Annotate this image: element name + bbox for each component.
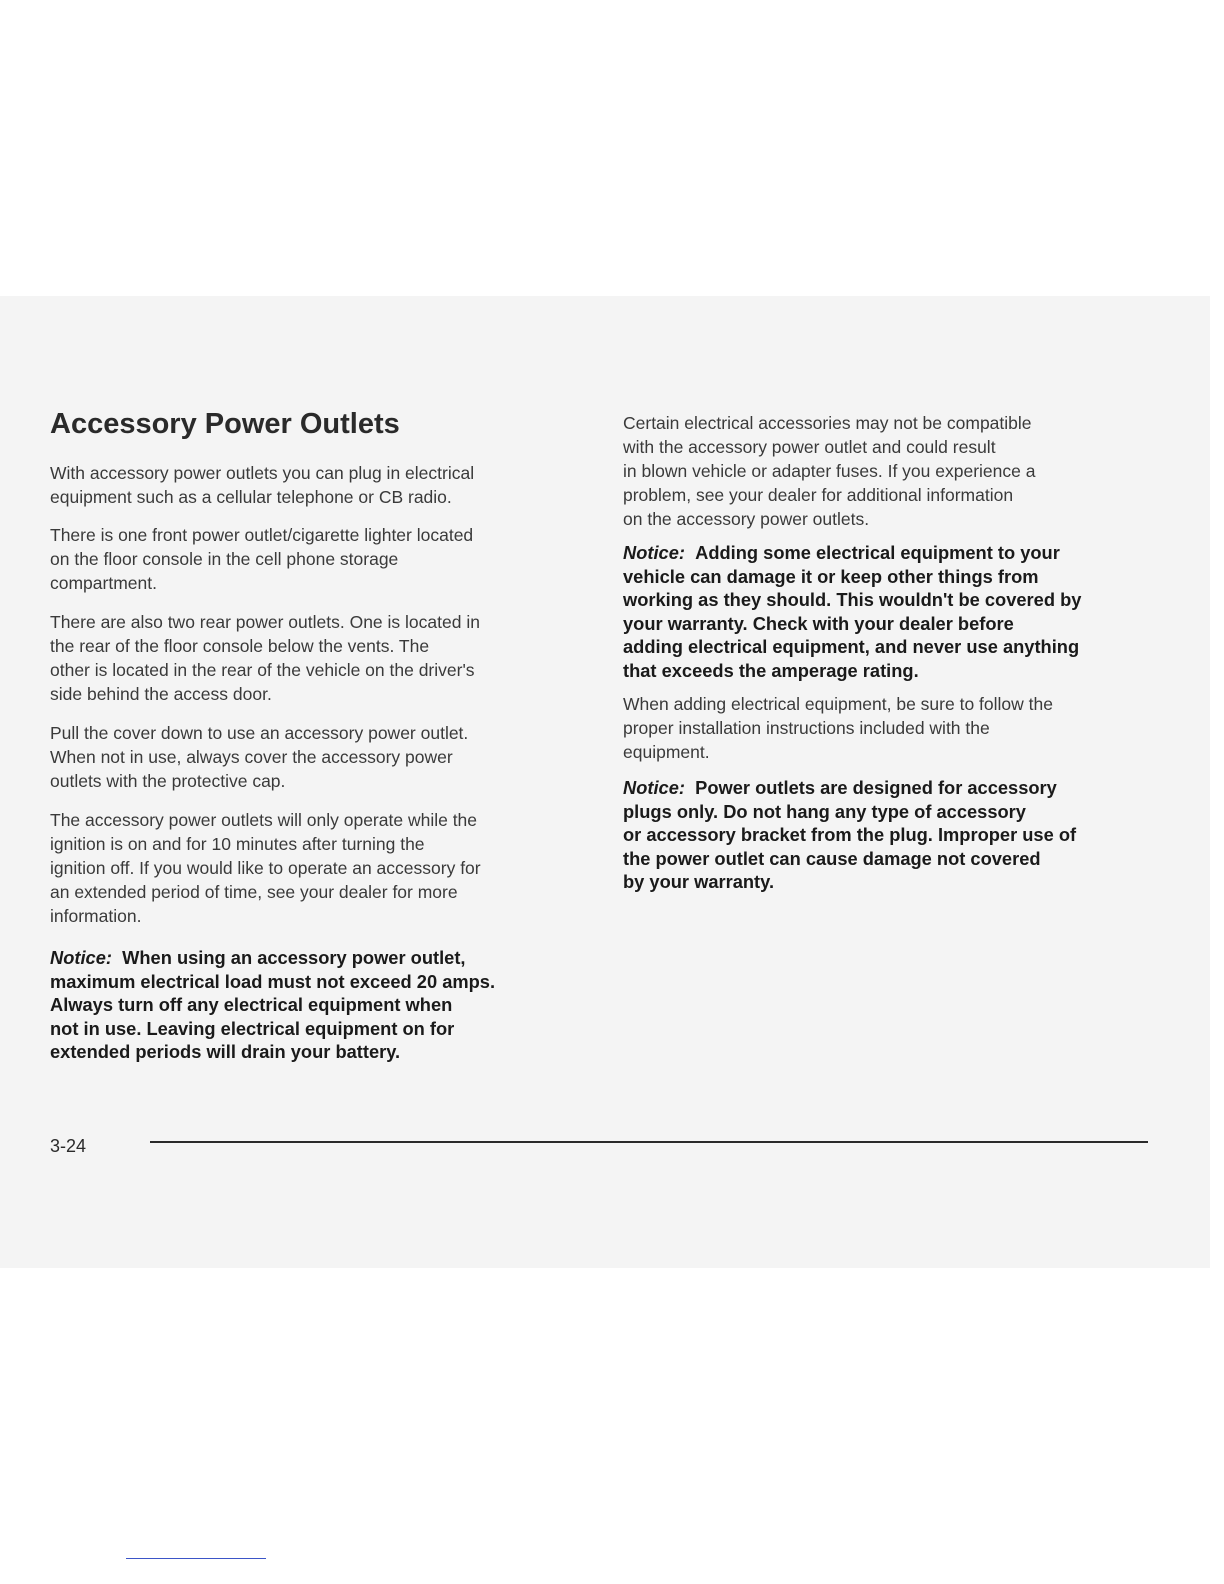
paragraph-front-outlet: There is one front power outlet/cigarette lighter located on the floor console in the cell phone storage compartment. — [50, 525, 474, 593]
paragraph-intro: With accessory power outlets you can plug in electrical equipment such as a cellular telephone or CB radio. — [50, 463, 475, 507]
notice-label: Notice: — [50, 947, 112, 968]
notice-text: Power outlets are designed for accessory plugs only. Do not hang any type of accessory or accessory bracket from the plug. Improper use of the power outlet can cause damage not covered by your warranty. — [623, 777, 1077, 893]
notice-label: Notice: — [623, 542, 685, 563]
paragraph-cover-usage: Pull the cover down to use an accessory power outlet. When not in use, always cover the accessory power outlets with the protective cap. — [50, 723, 469, 791]
notice-label: Notice: — [623, 777, 685, 798]
notice-plugs-only — [623, 776, 1076, 894]
notice-max-load — [50, 946, 495, 1064]
page-number: 3-24 — [50, 1136, 87, 1156]
paragraph-rear-outlets: There are also two rear power outlets. One is located in the rear of the floor console below the vents. The other is located in the rear of the vehicle on the driver's side behind the access door. — [50, 612, 480, 704]
paragraph-ignition: The accessory power outlets will only operate while the ignition is on and for 10 minutes after turning the ignition off. If you would like to operate an accessory for an extended period of time, see your dealer for more information. — [50, 810, 481, 926]
page-title: Accessory Power Outlets — [50, 408, 400, 440]
notice-equipment-damage — [623, 541, 1081, 683]
paragraph-compatibility: Certain electrical accessories may not be compatible with the accessory power outlet and could result in blown vehicle or adapter fuses. If you experience a problem, see your dealer for additional information on the accessory power outlets. — [623, 413, 1036, 529]
notice-text: Adding some electrical equipment to your vehicle can damage it or keep other things from working as they should. This wouldn't be covered by your warranty. Check with your dealer before adding electrical equipment, and never use anything that exceeds the amperage rating. — [623, 542, 1082, 681]
paragraph-installation: When adding electrical equipment, be sure to follow the proper installation instructions included with the equipment. — [623, 694, 1053, 762]
notice-text: When using an accessory power outlet, maximum electrical load must not exceed 20 amps. Always turn off any electrical equipment when not in use. Leaving electrical equipment on for extended periods will drain your battery. — [50, 947, 496, 1063]
footer-rule — [150, 1141, 1148, 1143]
bottom-link-underline — [126, 1558, 266, 1559]
